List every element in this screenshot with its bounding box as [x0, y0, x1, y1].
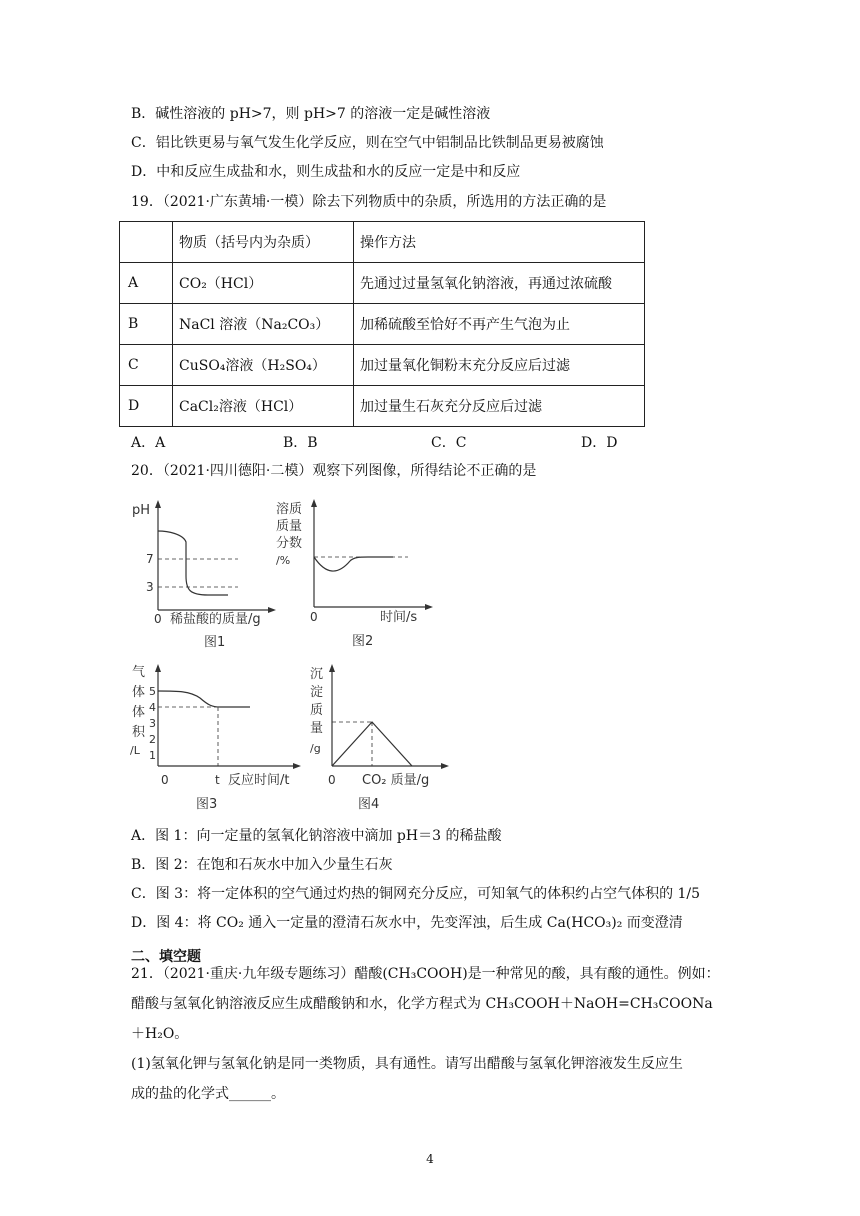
table-cell: 操作方法 [354, 222, 645, 263]
q20-option-a: A．图 1：向一定量的氢氧化钠溶液中滴加 pH＝3 的稀盐酸 [131, 828, 502, 844]
table-row [120, 263, 645, 304]
q20-option-d: D．图 4：将 CO₂ 通入一定量的澄清石灰水中，先变浑浊，后生成 Ca(HCO₃)₂ 而变澄清 [131, 915, 683, 931]
fig3-xlabel: 反应时间/t [228, 773, 290, 788]
fig2-origin: 0 [310, 610, 318, 624]
fig3-t-mark: t [215, 773, 220, 787]
q21-line5: 成的盐的化学式______。 [131, 1086, 285, 1102]
section-title: 二、填空题 [131, 949, 201, 965]
question-19-title: 19．（2021·广东黄埔·一模）除去下列物质中的杂质，所选用的方法正确的是 [131, 194, 607, 210]
fig2-caption: 图2 [352, 634, 374, 649]
fig4-ylabel-line2: 淀 [310, 685, 324, 700]
table-cell: D [120, 386, 173, 427]
fig3-tick-5: 5 [149, 685, 156, 698]
fig4-caption: 图4 [358, 797, 380, 812]
fig4-ylabel-line3: 质 [310, 703, 324, 718]
figure-4 [306, 660, 456, 824]
fig3-ylabel-line5: /L [130, 744, 140, 757]
q20-option-b: B．图 2：在饱和石灰水中加入少量生石灰 [131, 857, 393, 873]
choice-b: B．B [283, 435, 318, 451]
table-cell: NaCl 溶液（Na₂CO₃） [173, 304, 354, 345]
fig4-ylabel-line4: 量 [310, 721, 324, 736]
choice-a: A．A [131, 435, 166, 451]
fig1-origin: 0 [154, 612, 162, 626]
fig4-ylabel-line5: /g [310, 742, 321, 755]
table-header-row [120, 222, 645, 263]
fig3-ylabel-line4: 积 [132, 725, 146, 740]
q21-line3: ＋H₂O。 [131, 1026, 189, 1042]
fig4-origin: 0 [328, 773, 336, 787]
table-cell: 物质（括号内为杂质） [173, 222, 354, 263]
impurity-removal-table [119, 221, 645, 427]
q20-option-c: C．图 3：将一定体积的空气通过灼热的铜网充分反应，可知氧气的体积约占空气体积的 1/5 [131, 886, 701, 902]
table-cell: 加过量氧化铜粉末充分反应后过滤 [354, 345, 645, 386]
figure-2 [268, 495, 438, 659]
table-cell: 加过量生石灰充分反应后过滤 [354, 386, 645, 427]
table-cell: 先通过过量氢氧化钠溶液，再通过浓硫酸 [354, 263, 645, 304]
q21-line2: 醋酸与氢氧化钠溶液反应生成醋酸钠和水，化学方程式为 CH₃COOH＋NaOH=CH₃COONa [131, 996, 713, 1012]
fig3-ylabel-line2: 体 [132, 685, 146, 700]
table-cell: B [120, 304, 173, 345]
figure-3 [128, 660, 308, 824]
fig3-origin: 0 [161, 773, 169, 787]
table-cell: CuSO₄溶液（H₂SO₄） [173, 345, 354, 386]
table-row [120, 304, 645, 345]
fig3-tick-3: 3 [149, 717, 156, 730]
table-cell [120, 222, 173, 263]
choice-c: C．C [431, 435, 467, 451]
table-cell: A [120, 263, 173, 304]
fig3-ylabel-line3: 体 [132, 705, 146, 720]
fig1-caption: 图1 [204, 635, 226, 650]
fig2-xlabel: 时间/s [380, 610, 418, 625]
fig2-ylabel-line3: 分数 [276, 536, 303, 551]
table-cell: CO₂（HCl） [173, 263, 354, 304]
fig3-ylabel-line1: 气 [132, 665, 146, 680]
question-20-title: 20．（2021·四川德阳·二模）观察下列图像，所得结论不正确的是 [131, 463, 537, 479]
fig2-ylabel-line4: /% [276, 554, 291, 567]
table-cell: C [120, 345, 173, 386]
fig3-caption: 图3 [196, 797, 218, 812]
fig4-ylabel-line1: 沉 [310, 667, 324, 682]
q21-line4: (1)氢氧化钾与氢氧化钠是同一类物质，具有通性。请写出醋酸与氢氧化钾溶液发生反应生 [131, 1056, 683, 1072]
fig1-ylabel: pH [132, 503, 151, 518]
option-c-text: C．铝比铁更易与氧气发生化学反应，则在空气中铝制品比铁制品更易被腐蚀 [131, 135, 604, 151]
choice-d: D．D [581, 435, 618, 451]
table-row [120, 386, 645, 427]
fig1-tick-7: 7 [146, 552, 154, 566]
fig4-xlabel: CO₂ 质量/g [362, 773, 430, 788]
fig1-xlabel: 稀盐酸的质量/g [170, 612, 261, 627]
option-b-text: B．碱性溶液的 pH>7，则 pH>7 的溶液一定是碱性溶液 [131, 106, 491, 122]
figure-1 [128, 498, 278, 662]
page-number: 4 [426, 1152, 434, 1166]
fig3-tick-1: 1 [149, 749, 156, 762]
fig2-ylabel-line1: 溶质 [276, 502, 303, 517]
q21-line1: 21．（2021·重庆·九年级专题练习）醋酸(CH₃COOH)是一种常见的酸，具有酸的通性。例如： [131, 966, 720, 982]
table-row [120, 345, 645, 386]
fig2-ylabel-line2: 质量 [276, 519, 303, 534]
option-d-text: D．中和反应生成盐和水，则生成盐和水的反应一定是中和反应 [131, 164, 521, 180]
fig3-tick-2: 2 [149, 733, 156, 746]
table-cell: 加稀硫酸至恰好不再产生气泡为止 [354, 304, 645, 345]
table-cell: CaCl₂溶液（HCl） [173, 386, 354, 427]
fig3-tick-4: 4 [149, 701, 156, 714]
fig1-tick-3: 3 [146, 580, 154, 594]
